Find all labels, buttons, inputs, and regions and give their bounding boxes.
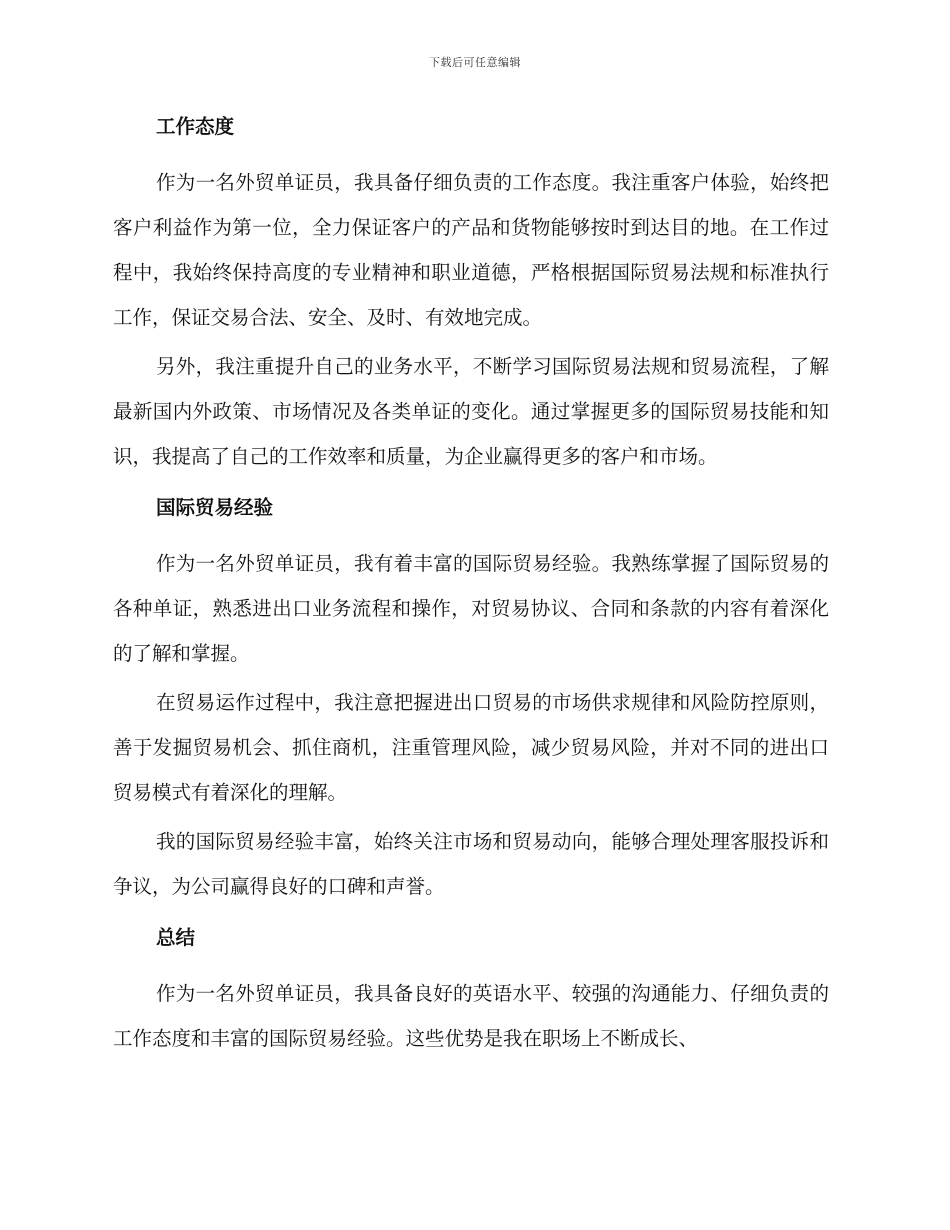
paragraph: 在贸易运作过程中，我注意把握进出口贸易的市场供求规律和风险防控原则，善于发掘贸易机会、抓住商机，注重管理风险，减少贸易风险，并对不同的进出口贸易模式有着深化的理解。 (113, 691, 829, 804)
paragraph: 作为一名外贸单证员，我具备良好的英语水平、较强的沟通能力、仔细负责的工作态度和丰富的国际贸易经验。这些优势是我在职场上不断成长、 (113, 982, 829, 1050)
paragraph: 作为一名外贸单证员，我有着丰富的国际贸易经验。我熟练掌握了国际贸易的各种单证，熟悉进出口业务流程和操作，对贸易协议、合同和条款的内容有着深化的了解和掌握。 (113, 552, 829, 665)
paragraph: 作为一名外贸单证员，我具备仔细负责的工作态度。我注重客户体验，始终把客户利益作为第一位，全力保证客户的产品和货物能够按时到达目的地。在工作过程中，我始终保持高度的专业精神和职业道德，严格根据国际贸易法规和标准执行工作，保证交易合法、安全、及时、有效地完成。 (113, 171, 829, 329)
document-body (113, 110, 829, 1061)
section-title-trade-experience: 国际贸易经验 (156, 496, 274, 519)
paragraph: 我的国际贸易经验丰富，始终关注市场和贸易动向，能够合理处理客服投诉和争议，为公司赢得良好的口碑和声誉。 (113, 830, 829, 898)
page-header-note: 下载后可任意编辑 (429, 56, 521, 69)
section-title-work-attitude: 工作态度 (156, 115, 235, 138)
paragraph: 另外，我注重提升自己的业务水平，不断学习国际贸易法规和贸易流程，了解最新国内外政策、市场情况及各类单证的变化。通过掌握更多的国际贸易技能和知识，我提高了自己的工作效率和质量，为企业赢得更多的客户和市场。 (113, 355, 829, 468)
section-title-summary: 总结 (156, 926, 196, 949)
